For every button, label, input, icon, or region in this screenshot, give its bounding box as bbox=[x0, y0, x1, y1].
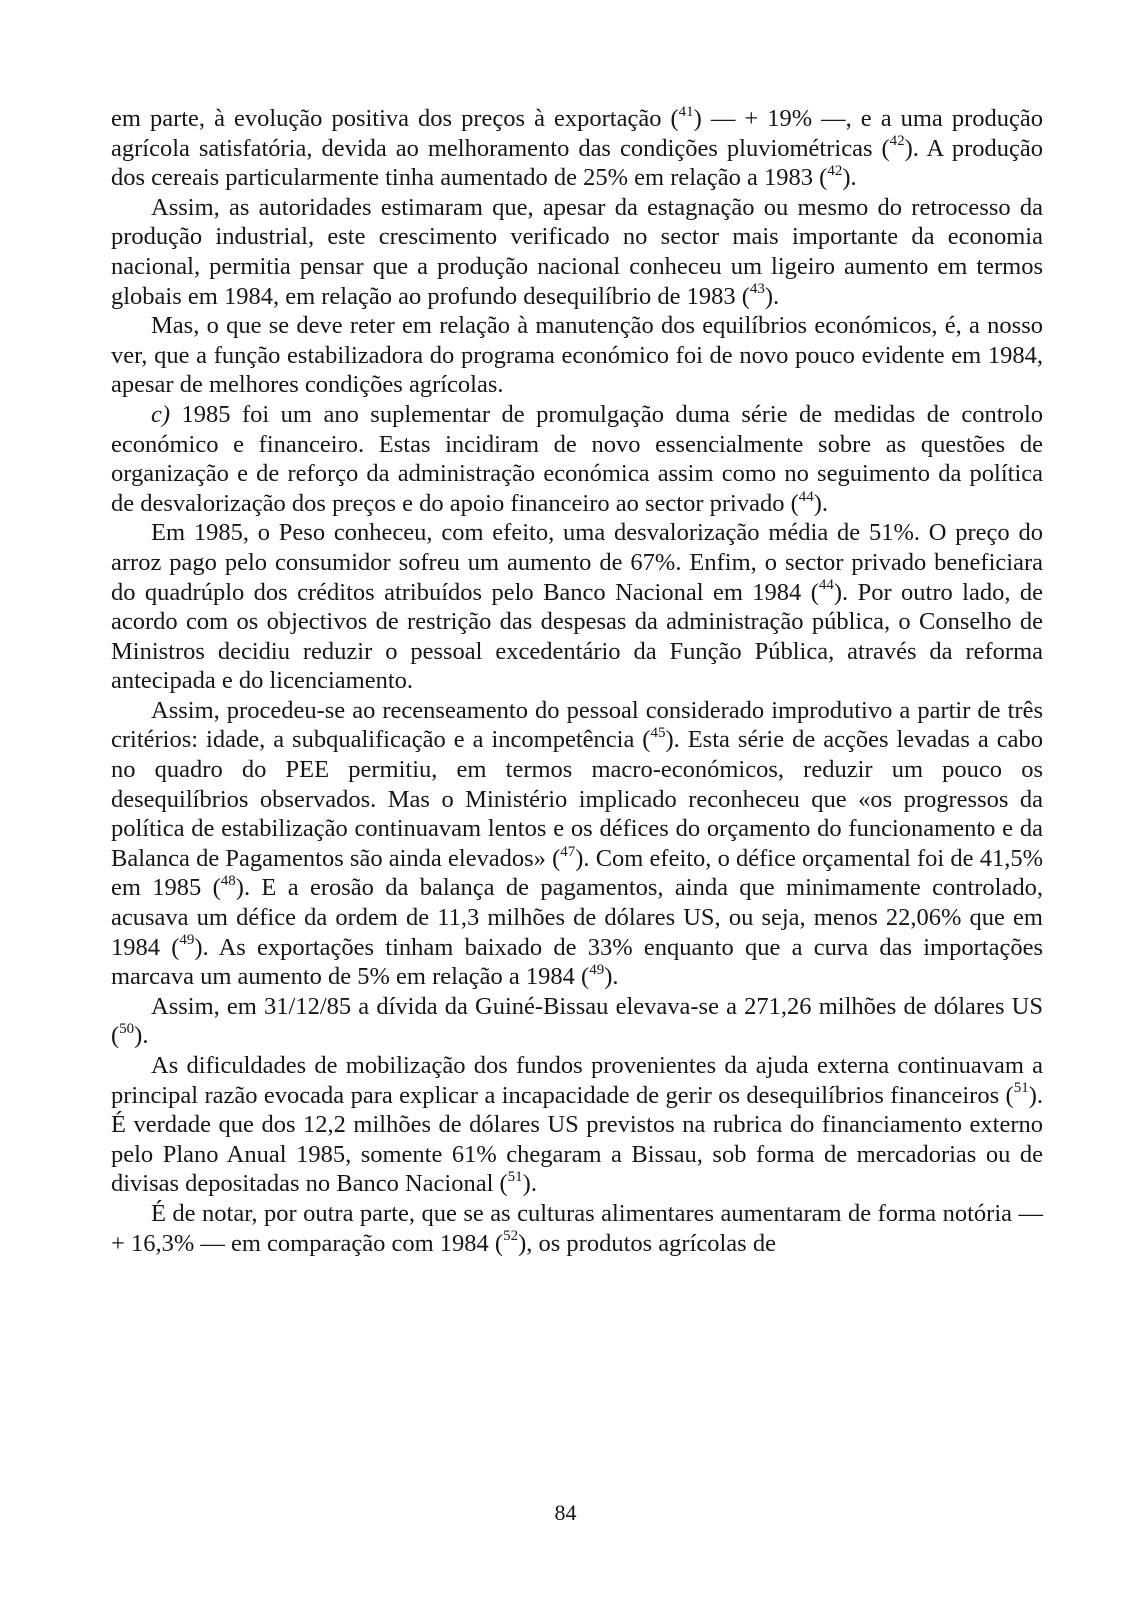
paragraph bbox=[111, 400, 1043, 518]
footnote-ref: 42 bbox=[827, 163, 843, 180]
paragraph bbox=[111, 696, 1043, 992]
text-run: ). bbox=[604, 963, 619, 991]
text-run: ). bbox=[842, 164, 857, 192]
text-run: ). Esta série de acções levadas a cabo no quadro do PEE permitiu, em termos macro-económicos, reduzir um pouco os desequilíbrios observados. Mas o Ministério implicado reconheceu que «os progressos da política de estabilização continuavam lentos e os défices do orçamento do funcionamento e da Balanca de Pagamentos são ainda elevados» ( bbox=[111, 726, 1043, 872]
text-run: 1985 foi um ano suplementar de promulgação duma série de medidas de controlo económico e financeiro. Estas incidiram de novo essencialmente sobre as questões de organização e de reforço da administração económica assim como no seguimento da política de desvalorização dos preços e do apoio financeiro ao sector privado ( bbox=[111, 400, 1043, 517]
text-run: É de notar, por outra parte, que se as culturas alimentares aumentaram de forma notória — + 16,3% — em comparação com 1984 ( bbox=[111, 1199, 1043, 1257]
paragraph bbox=[111, 1051, 1043, 1199]
paragraph bbox=[111, 1199, 1043, 1258]
paragraph bbox=[111, 518, 1043, 696]
footnote-ref: 42 bbox=[889, 133, 905, 150]
paragraph bbox=[111, 992, 1043, 1051]
text-run: Assim, as autoridades estimaram que, apesar da estagnação ou mesmo do retrocesso da produção industrial, este crescimento verificado no sector mais importante da economia nacional, permitia pensar que a produção nacional conheceu um ligeiro aumento em termos globais em 1984, em relação ao profundo desequilíbrio de 1983 ( bbox=[111, 193, 1043, 310]
paragraph bbox=[111, 311, 1043, 400]
text-run: ), os produtos agrícolas de bbox=[518, 1229, 776, 1257]
text-run: Mas, o que se deve reter em relação à manutenção dos equilíbrios económicos, é, a nosso ver, que a função estabilizadora do programa económico foi de novo pouco evidente em 1984, apesar de melhores condições agrícolas. bbox=[111, 312, 1043, 399]
text-run: ). As exportações tinham baixado de 33% enquanto que a curva das importações marcava um aumento de 5% em relação a 1984 ( bbox=[111, 933, 1043, 991]
footnote-ref: 51 bbox=[1013, 1080, 1029, 1097]
footnote-ref: 52 bbox=[503, 1228, 519, 1245]
footnote-ref: 49 bbox=[589, 962, 605, 979]
footnote-ref: 50 bbox=[119, 1021, 135, 1038]
list-marker: c) bbox=[151, 400, 171, 428]
footnote-ref: 44 bbox=[798, 488, 814, 505]
footnote-ref: 43 bbox=[749, 281, 765, 298]
text-run: ). bbox=[522, 1170, 537, 1198]
page-number: 84 bbox=[554, 1500, 577, 1525]
paragraph bbox=[111, 193, 1043, 311]
footnote-ref: 47 bbox=[560, 843, 576, 860]
paragraph bbox=[111, 104, 1043, 193]
text-run: As dificuldades de mobilização dos fundos provenientes da ajuda externa continuavam a principal razão evocada para explicar a incapacidade de gerir os desequilíbrios financeiros ( bbox=[111, 1052, 1043, 1109]
text-run: ). É verdade que dos 12,2 milhões de dólares US previstos na rubrica do financiamento externo pelo Plano Anual 1985, somente 61% chegaram a Bissau, sob forma de mercadorias ou de divisas depositadas no Banco Nacional ( bbox=[111, 1081, 1043, 1198]
footnote-ref: 44 bbox=[818, 577, 834, 594]
text-run: em parte, à evolução positiva dos preços à exportação ( bbox=[111, 105, 679, 132]
text-run: ). E a erosão da balança de pagamentos, ainda que minimamente controlado, acusava um défice da ordem de 11,3 milhões de dólares US, ou seja, menos 22,06% que em 1984 ( bbox=[111, 874, 1043, 961]
text-run: ). bbox=[813, 489, 829, 517]
text-run: ). Por outro lado, de acordo com os objectivos de restrição das despesas da administração pública, o Conselho de Ministros decidiu reduzir o pessoal excedentário da Função Pública, através da reforma antecipada e do licenciamento. bbox=[111, 578, 1043, 695]
page-body bbox=[111, 104, 1043, 1258]
text-run: ). bbox=[764, 282, 780, 310]
footnote-ref: 51 bbox=[507, 1169, 523, 1186]
footnote-ref: 41 bbox=[678, 103, 694, 120]
text-run: ). A produção dos cereais particularmente tinha aumentado de 25% em relação a 1983 ( bbox=[111, 134, 1044, 192]
footnote-ref: 49 bbox=[179, 932, 195, 949]
text-run: Assim, procedeu-se ao recenseamento do pessoal considerado improdutivo a partir de três critérios: idade, a subqualificação e a incompetência ( bbox=[111, 696, 1043, 754]
text-run: Assim, em 31/12/85 a dívida da Guiné-Bissau elevava-se a 271,26 milhões de dólares US ( bbox=[111, 992, 1043, 1050]
text-run: ). Com efeito, o défice orçamental foi de 41,5% em 1985 ( bbox=[111, 844, 1043, 902]
text-run: ). bbox=[134, 1022, 149, 1050]
footnote-ref: 45 bbox=[650, 725, 666, 742]
text-run: ) — + 19% —, e a uma produção agrícola satisfatória, devida ao melhoramento das condições pluviométricas ( bbox=[111, 105, 1043, 162]
text-run: Em 1985, o Peso conheceu, com efeito, uma desvalorização média de 51%. O preço do arroz pago pelo consumidor sofreu um aumento de 67%. Enfim, o sector privado beneficiara do quadrúplo dos créditos atribuídos pelo Banco Nacional em 1984 ( bbox=[111, 519, 1043, 606]
footnote-ref: 48 bbox=[220, 873, 236, 890]
